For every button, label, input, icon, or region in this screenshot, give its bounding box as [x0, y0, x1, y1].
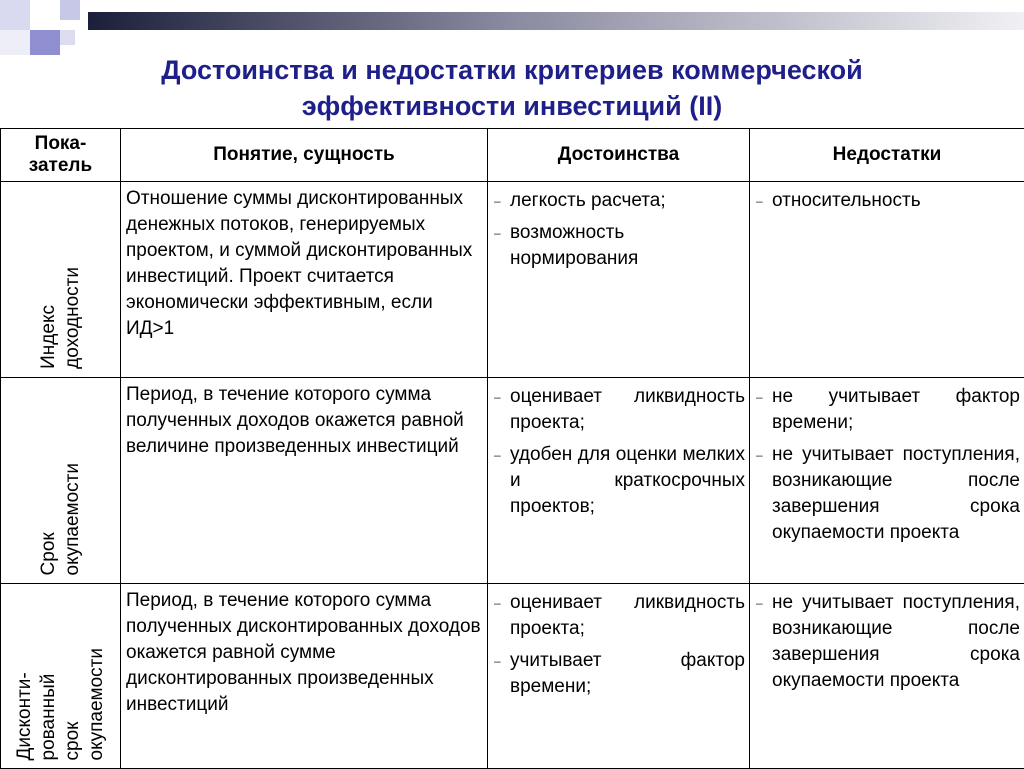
dash-bullet-icon: – — [756, 442, 763, 468]
advantage-text: оценивает ликвидность проекта; — [510, 386, 745, 433]
row-concept-text: Отношение суммы дисконтированных денежных потоков, генерируемых проектом, и суммой дисконтированных инвестиций. Проект считается экономически эффективным, если ИД>1 — [121, 182, 487, 342]
disadvantage-item — [754, 590, 1020, 694]
dash-bullet-icon: – — [494, 442, 501, 468]
dash-bullet-icon: – — [494, 384, 501, 410]
row-indicator-line: доходности — [61, 267, 85, 369]
dash-bullet-icon: – — [756, 188, 763, 214]
row-indicator-label — [37, 463, 85, 575]
row-indicator-line: срок — [61, 648, 85, 760]
row-concept-cell — [121, 378, 488, 584]
advantage-list — [488, 378, 749, 520]
row-advantages-cell — [488, 182, 750, 378]
deco-bar — [88, 12, 1024, 30]
header-concept: Понятие, сущность — [121, 129, 488, 182]
row-indicator-line: рованный — [37, 648, 61, 760]
advantage-item — [492, 648, 745, 700]
deco-square — [60, 0, 80, 20]
disadvantage-text: не учитывает поступления, возникающие после завершения срока окупаемости проекта — [772, 444, 1020, 543]
disadvantage-list — [750, 182, 1024, 214]
header-disadvantages: Недостатки — [750, 129, 1024, 182]
header-indicator-line2: затель — [29, 155, 92, 176]
deco-square — [60, 30, 75, 45]
advantage-list — [488, 182, 749, 272]
title-line-1: Достоинства и недостатки критериев коммерческой — [40, 52, 984, 88]
row-indicator-cell — [1, 584, 121, 769]
disadvantage-text: не учитывает фактор времени; — [772, 386, 1020, 433]
disadvantage-item — [754, 384, 1020, 436]
advantage-item — [492, 188, 745, 214]
header-decoration — [0, 0, 1024, 55]
row-advantages-cell — [488, 378, 750, 584]
dash-bullet-icon: – — [494, 590, 501, 616]
advantage-text: учитывает фактор времени; — [510, 650, 745, 697]
advantage-list — [488, 584, 749, 700]
dash-bullet-icon: – — [756, 384, 763, 410]
row-indicator-label — [37, 267, 85, 369]
row-concept-cell — [121, 584, 488, 769]
disadvantage-text: не учитывает поступления, возникающие после завершения срока окупаемости проекта — [772, 592, 1020, 691]
row-concept-text: Период, в течение которого сумма полученных доходов окажется равной величине произведенных инвестиций — [121, 378, 487, 460]
row-indicator-line: Индекс — [37, 267, 61, 369]
row-indicator-line: окупаемости — [61, 463, 85, 575]
row-indicator-line: Срок — [37, 463, 61, 575]
header-indicator — [1, 129, 121, 182]
deco-square — [30, 0, 60, 30]
deco-square — [0, 0, 30, 30]
row-disadvantages-cell — [750, 584, 1024, 769]
title-line-2: эффективности инвестиций (II) — [40, 88, 984, 124]
table-body — [1, 182, 1024, 769]
row-indicator-cell — [1, 182, 121, 378]
slide-title — [40, 52, 984, 124]
disadvantage-item — [754, 442, 1020, 546]
advantage-text: легкость расчета; — [510, 190, 666, 211]
row-concept-cell — [121, 182, 488, 378]
dash-bullet-icon: – — [494, 188, 501, 214]
header-advantages: Достоинства — [488, 129, 750, 182]
deco-square — [0, 30, 30, 55]
table-row — [1, 182, 1024, 378]
advantage-item — [492, 220, 745, 272]
disadvantage-list — [750, 584, 1024, 694]
row-disadvantages-cell — [750, 182, 1024, 378]
row-indicator-label — [13, 648, 109, 760]
dash-bullet-icon: – — [494, 648, 501, 674]
table-header-row — [1, 129, 1024, 182]
dash-bullet-icon: – — [756, 590, 763, 616]
advantage-text: оценивает ликвидность проекта; — [510, 592, 745, 639]
criteria-table — [0, 128, 1024, 769]
row-indicator-line: Дисконти- — [13, 648, 37, 760]
row-indicator-cell — [1, 378, 121, 584]
advantage-item — [492, 590, 745, 642]
disadvantage-list — [750, 378, 1024, 546]
table-row — [1, 378, 1024, 584]
dash-bullet-icon: – — [494, 220, 501, 246]
row-disadvantages-cell — [750, 378, 1024, 584]
disadvantage-text: относительность — [772, 190, 921, 211]
row-advantages-cell — [488, 584, 750, 769]
row-indicator-line: окупаемости — [85, 648, 109, 760]
advantage-text: удобен для оценки мелких и краткосрочных проектов; — [510, 444, 745, 517]
header-indicator-line1: Пока- — [35, 133, 87, 154]
disadvantage-item — [754, 188, 1020, 214]
row-concept-text: Период, в течение которого сумма полученных дисконтированных доходов окажется равной сумме дисконтированных произведенных инвестиций — [121, 584, 487, 718]
advantage-item — [492, 384, 745, 436]
advantage-item — [492, 442, 745, 520]
advantage-text: возможность нормирования — [510, 222, 638, 269]
table-row — [1, 584, 1024, 769]
